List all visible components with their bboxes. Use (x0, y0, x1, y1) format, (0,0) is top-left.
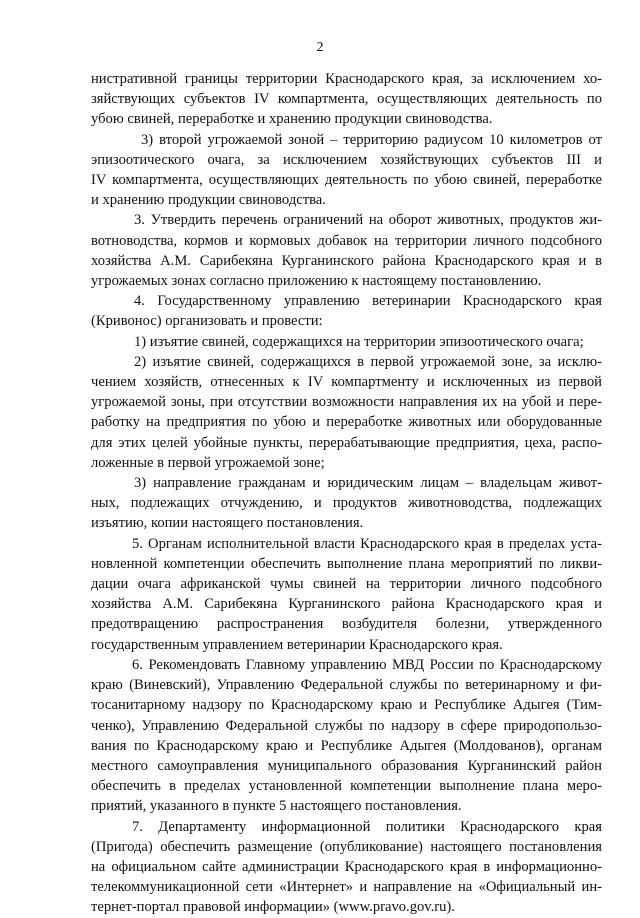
text-line: 6. Рекомендовать Главному управлению МВД России по Краснодарскому (132, 656, 602, 673)
page-number: 2 (316, 40, 324, 55)
text-line: (Кривонос) организовать и провести: (91, 313, 323, 330)
text-line: работку на предприятия по убою и переработке животных или оборудованные (91, 414, 602, 431)
text-line: 3) направление гражданам и юридическим лицам – владельцам живот- (134, 475, 602, 492)
text-line: дации очага африканской чумы свиней на территории личного подсобного (91, 576, 602, 593)
text-line: хозяйства А.М. Сарибекяна Курганинского района Краснодарского края и в (91, 252, 602, 269)
text-line: угрожаемых зонах согласно приложению к настоящему постановлению. (91, 273, 542, 290)
text-line: вания по Краснодарскому краю и Республике Адыгея (Молдованов), органам (91, 737, 602, 754)
text-line: 2) изъятие свиней, содержащихся в первой угрожаемой зоне, за исклю- (134, 353, 602, 370)
text-line: обеспечить в пределах установленной компетенции выполнение плана меро- (91, 778, 602, 795)
text-line: IV компартмента, осуществляющих деятельность по убою свиней, переработке (91, 172, 602, 189)
text-line: зяйствующих субъектов IV компартмента, осуществляющих деятельность по (91, 91, 602, 108)
text-line: и хранению продукции свиноводства. (91, 192, 326, 209)
text-line: угрожаемой зоны, при отсутствии возможности направления их на убой и пере- (91, 394, 602, 411)
text-line: государственным управлением ветеринарии Краснодарского края. (91, 636, 503, 653)
text-line: вотноводства, кормов и кормовых добавок на территории личного подсобного (91, 232, 602, 249)
text-line: 5. Органам исполнительной власти Краснодарского края в пределах уста- (132, 535, 602, 552)
text-line: 3. Утвердить перечень ограничений на оборот животных, продуктов жи- (134, 212, 602, 229)
text-line: краю (Виневский), Управлению Федеральной службы по ветеринарному и фи- (91, 677, 602, 694)
text-line: телекоммуникационной сети «Интернет» и направление на «Официальный ин- (91, 879, 602, 896)
text-line: 7. Департаменту информационной политики Краснодарского края (132, 818, 602, 835)
text-line: нистративной границы территории Краснодарского края, за исключением хо- (91, 71, 602, 87)
text-line: хозяйства А.М. Сарибекяна Курганинского района Краснодарского края и (91, 596, 602, 613)
text-line: ченко), Управлению Федеральной службы по надзору в сфере природопользо- (91, 717, 602, 734)
text-line: чением хозяйств, отнесенных к IV компартменту и исключенных из первой (91, 374, 602, 391)
text-line: местного самоуправления муниципального образования Курганинский район (91, 757, 602, 774)
text-line: тосанитарному надзору по Краснодарскому краю и Республике Адыгея (Тим- (91, 697, 602, 714)
text-line: (Пригода) обеспечить размещение (опубликование) настоящего постановления (91, 838, 602, 855)
text-line: изъятию, копии настоящего постановления. (91, 515, 364, 532)
text-line: новленной компетенции обеспечить выполнение плана мероприятий по ликви- (91, 555, 602, 572)
text-line: 1) изъятие свиней, содержащихся на территории эпизоотического очага; (134, 333, 584, 350)
text-line: предотвращению распространения возбудителя болезни, утвержденного (91, 616, 602, 633)
text-line: 3) второй угрожаемой зоной – территорию радиусом 10 километров от (141, 131, 602, 148)
text-line: тернет-портал правовой информации» (www.pravo.gov.ru). (91, 899, 455, 916)
document-body (91, 69, 602, 918)
text-line: приятий, указанного в пункте 5 настоящего постановления. (91, 798, 462, 815)
text-line: на официальном сайте администрации Краснодарского края в информационно- (91, 858, 602, 875)
text-line: для этих целей убойные пункты, перерабатывающие предприятия, цеха, распо- (91, 434, 602, 451)
text-line: ных, подлежащих отчуждению, и продуктов животноводства, подлежащих (91, 495, 602, 512)
text-line: 4. Государственному управлению ветеринарии Краснодарского края (134, 293, 602, 310)
text-line: эпизоотического очага, за исключением хозяйствующих субъектов III и (91, 151, 602, 168)
text-line: убою свиней, переработке и хранению продукции свиноводства. (91, 111, 493, 128)
text-line: ложенные в первой угрожаемой зоне; (91, 454, 325, 471)
